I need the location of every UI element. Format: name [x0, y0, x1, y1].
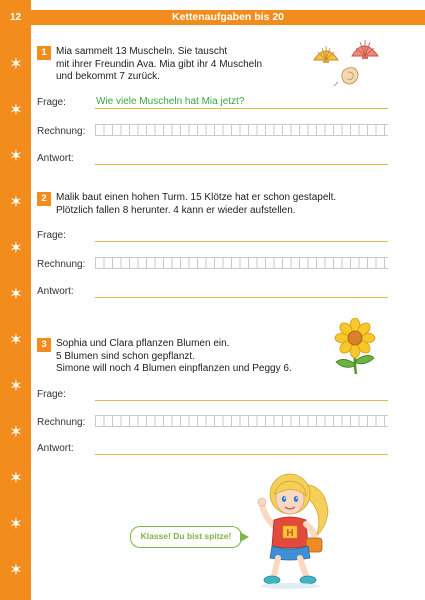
star-icon: ✶	[9, 192, 23, 211]
frage-line[interactable]	[95, 241, 388, 242]
frage-line[interactable]	[95, 400, 388, 401]
task-number-3: 3	[37, 338, 51, 352]
sidebar	[0, 0, 31, 600]
frage-answer: Wie viele Muscheln hat Mia jetzt?	[96, 96, 245, 107]
star-icon: ✶	[9, 468, 23, 487]
star-icon: ✶	[9, 560, 23, 579]
antwort-line[interactable]	[95, 297, 388, 298]
rechnung-grid[interactable]	[95, 257, 388, 269]
task-line: und bekommt 7 zurück.	[56, 71, 160, 83]
rechnung-grid[interactable]	[95, 124, 388, 136]
task-number-2: 2	[37, 192, 51, 206]
rechnung-label: Rechnung:	[37, 417, 86, 428]
frage-label: Frage:	[37, 97, 66, 108]
header-bar	[31, 10, 425, 25]
task-text-1	[56, 46, 262, 84]
star-icon: ✶	[9, 284, 23, 303]
task-line: Plötzlich fallen 8 herunter. 4 kann er wieder aufstellen.	[56, 204, 296, 216]
star-icon: ✶	[9, 330, 23, 349]
task-line: mit ihrer Freundin Ava. Mia gibt ihr 4 Muscheln	[56, 58, 263, 70]
svg-text:H: H	[286, 528, 294, 539]
star-icon: ✶	[9, 376, 23, 395]
frage-line[interactable]	[95, 108, 388, 109]
task-line: Malik baut einen hohen Turm. 15 Klötze hat er schon gestapelt.	[56, 192, 337, 203]
antwort-line[interactable]	[95, 164, 388, 165]
antwort-line[interactable]	[95, 454, 388, 455]
antwort-label: Antwort:	[37, 443, 74, 454]
star-icon: ✶	[9, 514, 23, 533]
star-icon: ✶	[9, 54, 23, 73]
frage-label: Frage:	[37, 389, 66, 400]
task-line: Sophia und Clara pflanzen Blumen ein.	[56, 338, 230, 349]
task-line: 5 Blumen sind schon gepflanzt.	[56, 350, 195, 362]
task-line: Simone will noch 4 Blumen einpflanzen und Peggy 6.	[56, 363, 292, 375]
task-line: Mia sammelt 13 Muscheln. Sie tauscht	[56, 46, 228, 57]
speech-bubble: Klasse! Du bist spitze!	[130, 526, 242, 548]
rechnung-label: Rechnung:	[37, 259, 86, 270]
girl-mascot-icon	[244, 466, 344, 590]
flower-icon	[330, 318, 380, 376]
page-number: 12	[9, 12, 22, 23]
page-title: Kettenaufgaben bis 20	[171, 11, 285, 23]
star-icon: ✶	[9, 238, 23, 257]
antwort-label: Antwort:	[37, 153, 74, 164]
frage-label: Frage:	[37, 230, 66, 241]
star-icon: ✶	[9, 100, 23, 119]
antwort-label: Antwort:	[37, 286, 74, 297]
task-number-1: 1	[37, 46, 51, 60]
star-icon: ✶	[9, 422, 23, 441]
rechnung-label: Rechnung:	[37, 126, 86, 137]
task-text-3	[56, 338, 292, 376]
shells-icon	[308, 36, 386, 92]
rechnung-grid[interactable]	[95, 415, 388, 427]
star-icon: ✶	[9, 146, 23, 165]
task-text-2	[56, 192, 336, 217]
